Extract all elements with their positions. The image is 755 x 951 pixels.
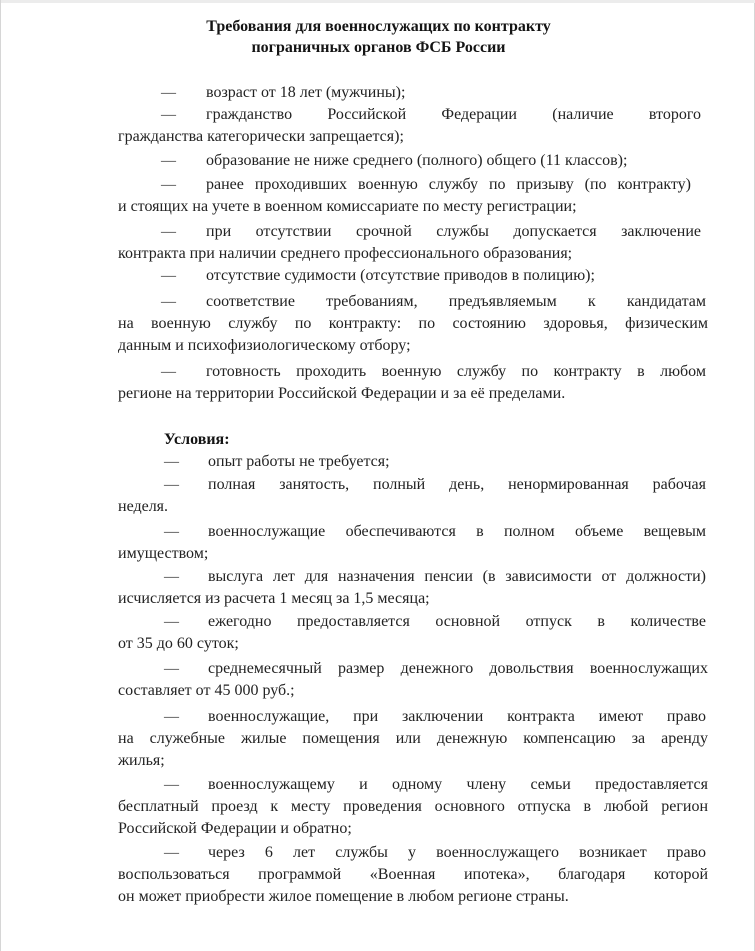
requirement-prior-service-cont: и стоящих на учете в военном комиссариате по месту регистрации;: [118, 198, 577, 215]
requirement-citizenship: гражданство Российской Федерации (наличие второго: [206, 106, 701, 123]
condition-mortgage-cont-1: воспользоваться программой «Военная ипотека», благодаря которой: [118, 866, 708, 883]
condition-travel-cont-1: бесплатный проезд к месту проведения основного отпуска в любой регион: [118, 798, 708, 815]
condition-leave: ежегодно предоставляется основной отпуск в количестве: [208, 613, 706, 630]
list-dash: —: [164, 777, 179, 793]
list-dash: —: [161, 364, 176, 380]
condition-travel-cont-2: Российской Федерации и обратно;: [118, 820, 352, 837]
requirement-no-record: отсутствие судимости (отсутствие приводов в полицию);: [206, 267, 595, 284]
condition-pension-cont: исчисляется из расчета 1 месяц за 1,5 месяца;: [118, 590, 430, 607]
requirement-compliance: соответствие требованиям, предъявляемым к кандидатам: [206, 293, 706, 310]
condition-mortgage-cont-2: он может приобрести жилое помещение в любом регионе страны.: [118, 888, 569, 905]
condition-salary: среднемесячный размер денежного довольствия военнослужащих: [208, 660, 708, 677]
condition-equipment: военнослужащие обеспечиваются в полном объеме вещевым: [208, 523, 706, 540]
condition-travel: военнослужащему и одному члену семьи предоставляется: [208, 776, 708, 793]
condition-mortgage: через 6 лет службы у военнослужащего возникает право: [208, 844, 706, 861]
requirement-education: образование не ниже среднего (полного) общего (11 классов);: [206, 152, 628, 169]
condition-housing-cont-1: на служебные жилые помещения или денежную компенсацию за аренду: [118, 730, 708, 747]
list-dash: —: [161, 107, 176, 123]
list-dash: —: [161, 153, 176, 169]
list-dash: —: [164, 661, 179, 677]
document-title-line-2: пограничных органов ФСБ России: [251, 39, 506, 56]
requirement-readiness-cont: регионе на территории Российской Федерации и за её пределами.: [118, 385, 566, 402]
requirement-no-service-cont: контракта при наличии среднего профессионального образования;: [118, 245, 573, 262]
requirement-compliance-cont-1: на военную службу по контракту: по состоянию здоровья, физическим: [118, 315, 708, 332]
condition-no-experience: опыт работы не требуется;: [208, 453, 390, 470]
list-dash: —: [164, 454, 179, 470]
condition-salary-cont: составляет от 45 000 руб.;: [118, 682, 295, 699]
list-dash: —: [164, 477, 179, 493]
requirement-compliance-cont-2: данным и психофизиологическому отбору;: [118, 337, 411, 354]
list-dash: —: [161, 224, 176, 240]
requirement-prior-service: ранее проходивших военную службу по призыву (по контракту): [206, 176, 691, 193]
list-dash: —: [164, 845, 179, 861]
requirement-readiness: готовность проходить военную службу по контракту в любом: [206, 363, 706, 380]
list-dash: —: [161, 177, 176, 193]
condition-full-time-cont: неделя.: [118, 498, 169, 515]
condition-housing: военнослужащие, при заключении контракта имеют право: [208, 708, 706, 725]
list-dash: —: [161, 268, 176, 284]
list-dash: —: [164, 569, 179, 585]
list-dash: —: [164, 524, 179, 540]
conditions-heading: Условия:: [164, 431, 230, 448]
condition-leave-cont: от 35 до 60 суток;: [118, 635, 239, 652]
list-dash: —: [161, 85, 176, 101]
requirement-age: возраст от 18 лет (мужчины);: [206, 84, 406, 101]
condition-full-time: полная занятость, полный день, ненормированная рабочая: [208, 476, 706, 493]
requirement-no-service: при отсутствии срочной службы допускается заключение: [206, 223, 701, 240]
page-top-edge: [1, 0, 755, 3]
condition-pension: выслуга лет для назначения пенсии (в зависимости от должности): [208, 568, 706, 585]
list-dash: —: [161, 294, 176, 310]
condition-equipment-cont: имуществом;: [118, 545, 209, 562]
condition-housing-cont-2: жилья;: [118, 752, 165, 769]
list-dash: —: [164, 709, 179, 725]
document-title-line-1: Требования для военнослужащих по контракту: [206, 18, 551, 35]
list-dash: —: [164, 614, 179, 630]
requirement-citizenship-cont: гражданства категорически запрещается);: [118, 128, 404, 145]
